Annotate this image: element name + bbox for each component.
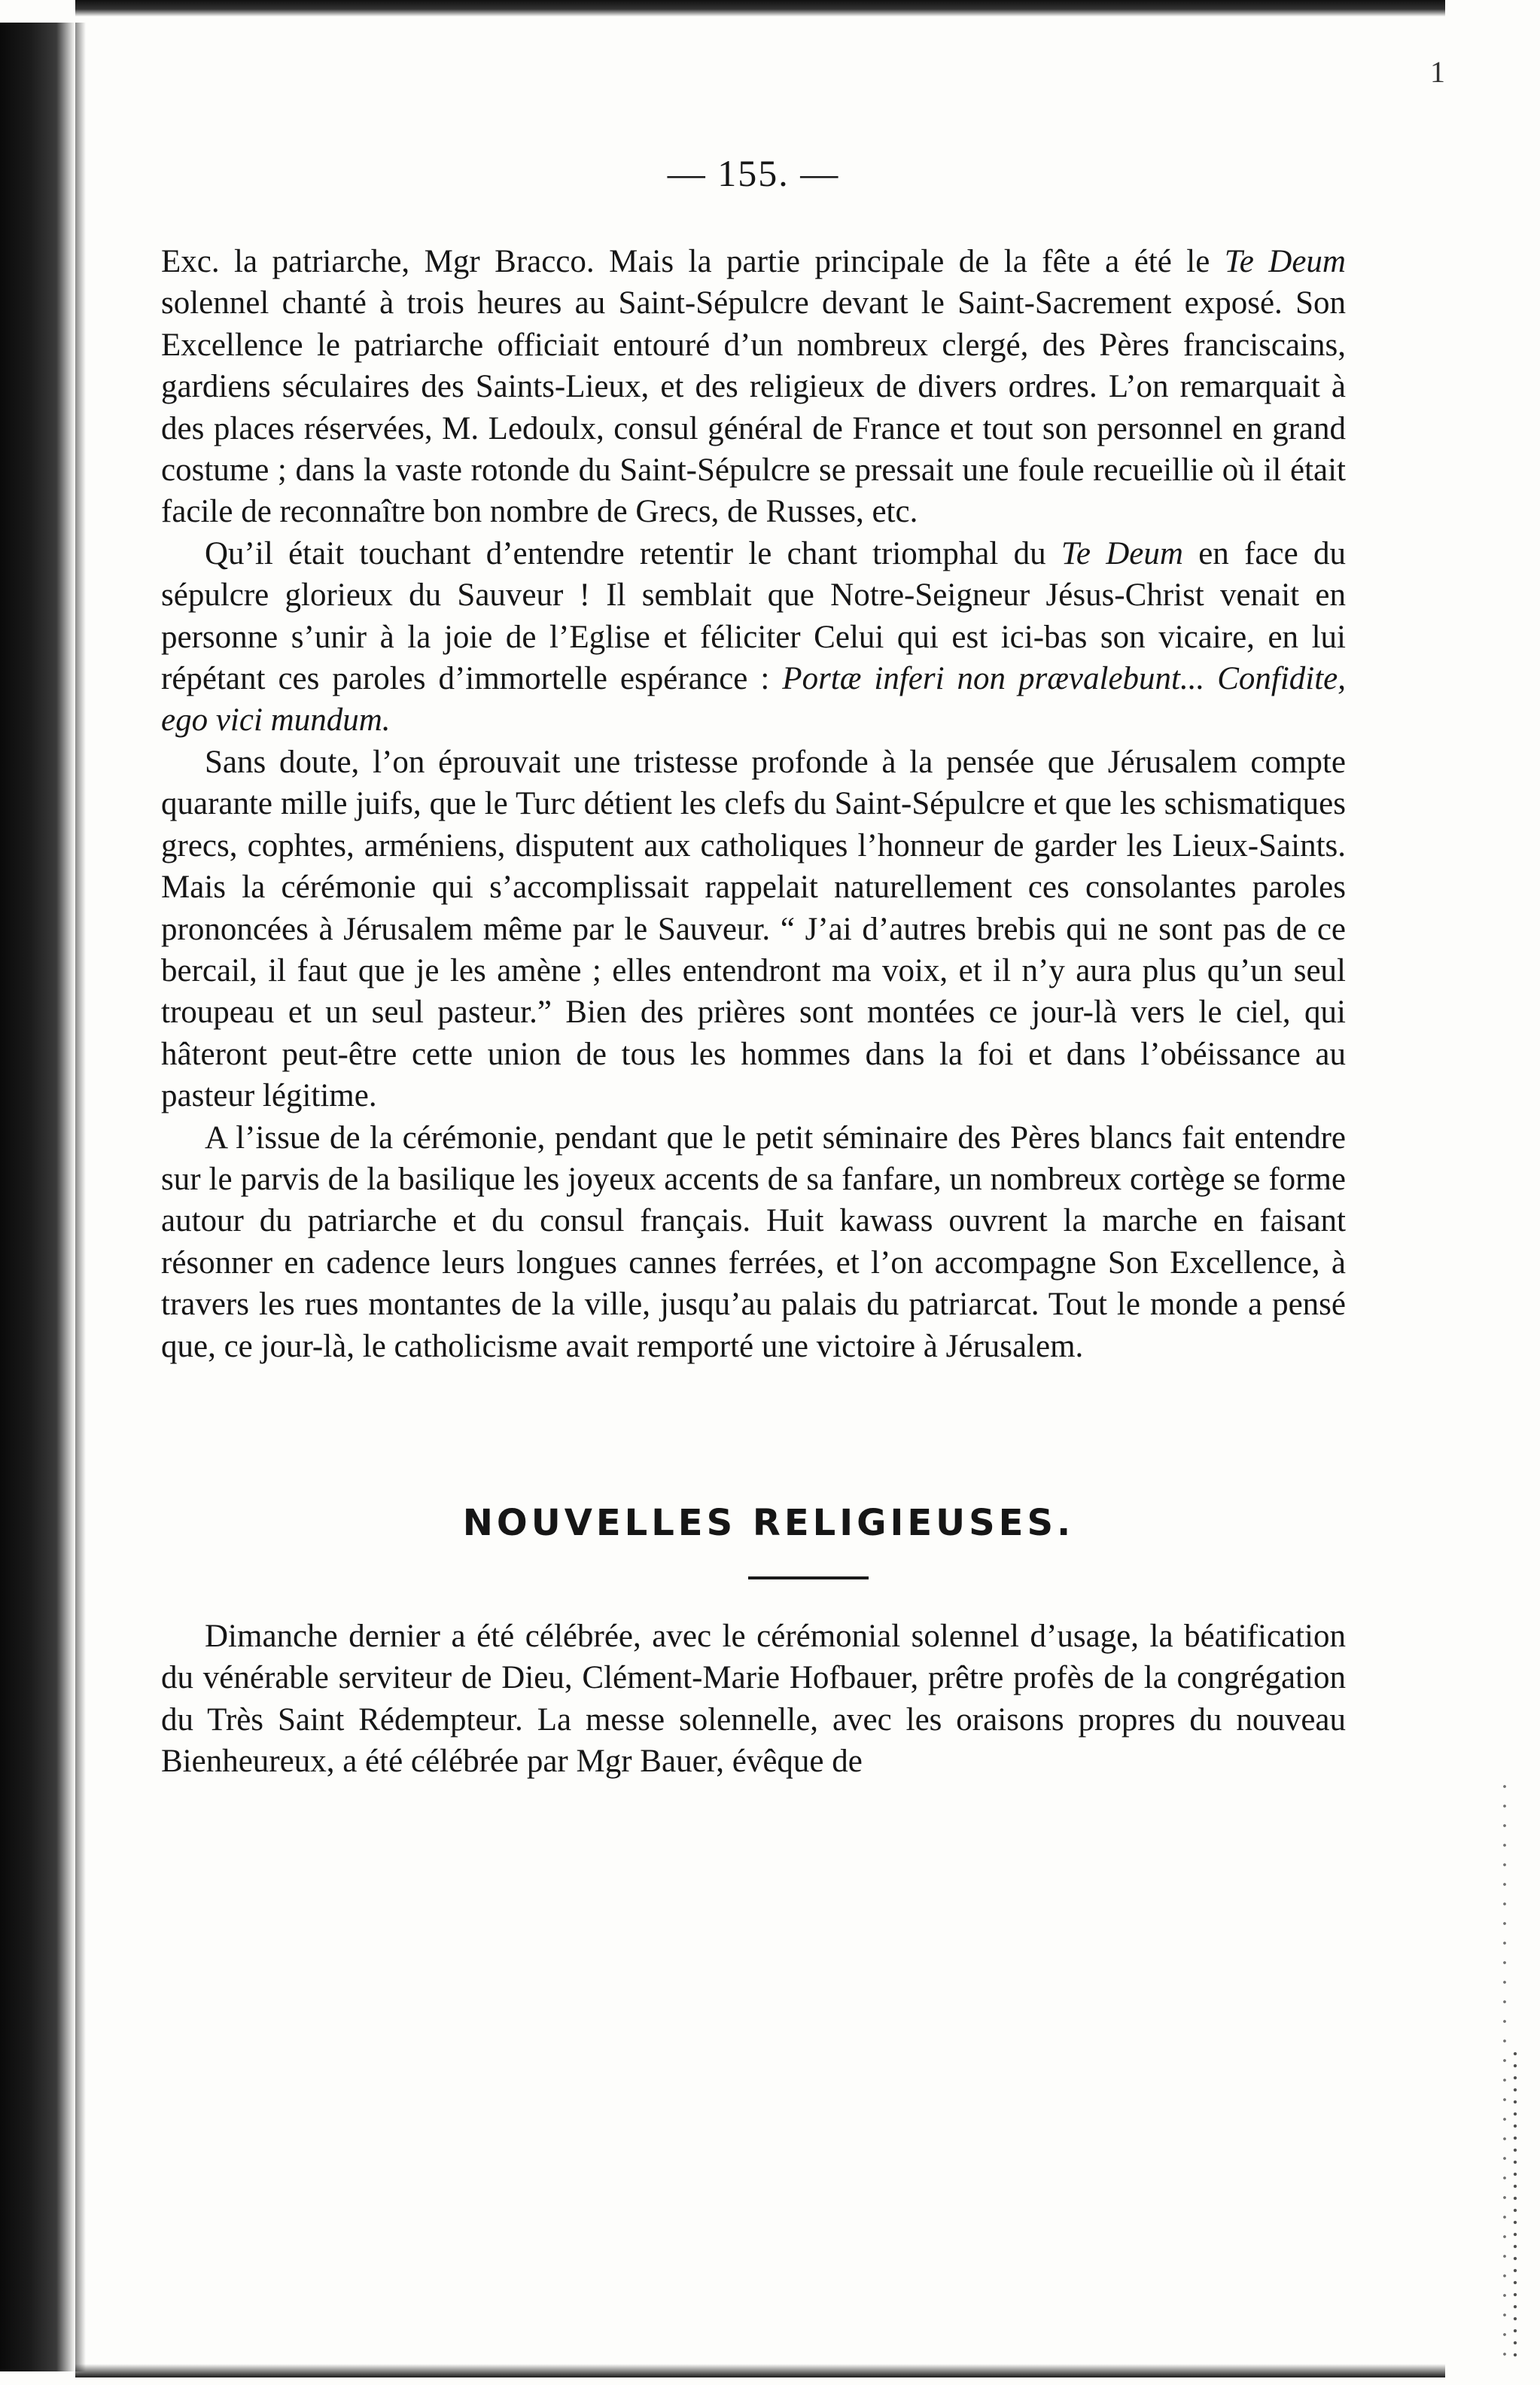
binding-spine-shadow: [0, 23, 75, 2371]
italic-phrase: Te Deum: [1061, 535, 1183, 571]
paragraph: [161, 1616, 1346, 1783]
page-content: [161, 151, 1346, 1783]
paragraph: [161, 241, 1346, 533]
section-body: [161, 1616, 1346, 1783]
paragraph: [161, 1117, 1346, 1367]
paragraph: [161, 533, 1346, 742]
text-run: Exc. la patriarche, Mgr Bracco. Mais la partie principale de la fête a été le: [161, 244, 1225, 279]
italic-phrase: Te Deum: [1224, 244, 1346, 279]
text-run: A l’issue de la cérémonie, pendant que le petit séminaire des Pères blancs fait entendre sur le parvis de la basilique les joyeux accents de sa fanfare, un nombreux cortège se forme autour du patriarche et du consul français. Huit kawass ouvrent la marche en faisant résonner en cadence leurs longues cannes ferrées, et l’on accompagne Son Excellence, à travers les rues montantes de la ville, jusqu’au palais du patriarcat. Tout le monde a pensé que, ce jour-là, le catholicisme avait remporté une victoire à Jérusalem.: [161, 1119, 1346, 1364]
corner-mark: 1: [1430, 55, 1445, 89]
article-body: [161, 241, 1346, 1367]
text-run: solennel chanté à trois heures au Saint-Sépulcre devant le Saint-Sacrement exposé. Son Excellence le patriarche officiait entouré d’un nombreux clergé, des Pères franciscains, gardiens séculaires des Saints-Lieux, et des religieux de divers ordres. L’on remarquait à des places réservées, M. Ledoulx, consul général de France et tout son personnel en grand costume ; dans la vaste rotonde du Saint-Sépulcre se pressait une foule recueillie où il était facile de reconnaître bon nombre de Grecs, de Russes, etc.: [161, 285, 1346, 530]
text-run: Qu’il était touchant d’entendre retentir le chant triomphal du: [205, 535, 1061, 571]
heading-rule: [748, 1576, 869, 1579]
text-run: en face du sépulcre glorieux du Sauveur ! Il semblait que Notre-Seigneur Jésus-Christ venait en personne s’unir à la joie de l’Eglise et féliciter Celui qui est ici-bas son vicaire, en lui répétant ces paroles d’immortelle espérance :: [161, 535, 1346, 697]
scan-bottom-edge: [75, 2364, 1445, 2377]
scan-dot-artifacts: [1501, 1777, 1508, 2364]
scan-dot-artifacts-dense: [1511, 2048, 1519, 2364]
page-number: — 155. —: [667, 152, 840, 194]
paragraph: [161, 742, 1346, 1117]
italic-phrase: Portæ inferi non prævalebunt... Confidite, ego vici mundum.: [161, 661, 1346, 739]
text-run: Dimanche dernier a été célébrée, avec le cérémonial solennel d’usage, la béatification du vénérable serviteur de Dieu, Clément-Marie Hofbauer, prêtre profès de la congrégation du Très Saint Rédempteur. La messe solennelle, avec les oraisons propres du nouveau Bienheureux, a été célébrée par Mgr Bauer, évêque de: [161, 1618, 1346, 1780]
binding-inner-shadow: [75, 23, 86, 2371]
text-run: Sans doute, l’on éprouvait une tristesse profonde à la pensée que Jérusalem compte quarante mille juifs, que le Turc détient les clefs du Saint-Sépulcre et que les schismatiques grecs, cophtes, arméniens, disputent aux catholiques l’honneur de garder les Lieux-Saints. Mais la cérémonie qui s’accomplissait rappelait naturellement ces consolantes paroles prononcées à Jérusalem même par le Sauveur. “ J’ai d’autres brebis qui ne sont pas de ce bercail, il faut que je les amène ; elles entendront ma voix, et il n’y aura plus qu’un seul troupeau et un seul pasteur.” Bien des prières sont montées ce jour-là vers le ciel, qui hâteront peut-être cette union de tous les hommes dans la foi et dans l’obéissance au pasteur légitime.: [161, 744, 1346, 1114]
section-heading: NOUVELLES RELIGIEUSES.: [462, 1501, 1075, 1544]
scan-top-edge: [75, 0, 1445, 17]
